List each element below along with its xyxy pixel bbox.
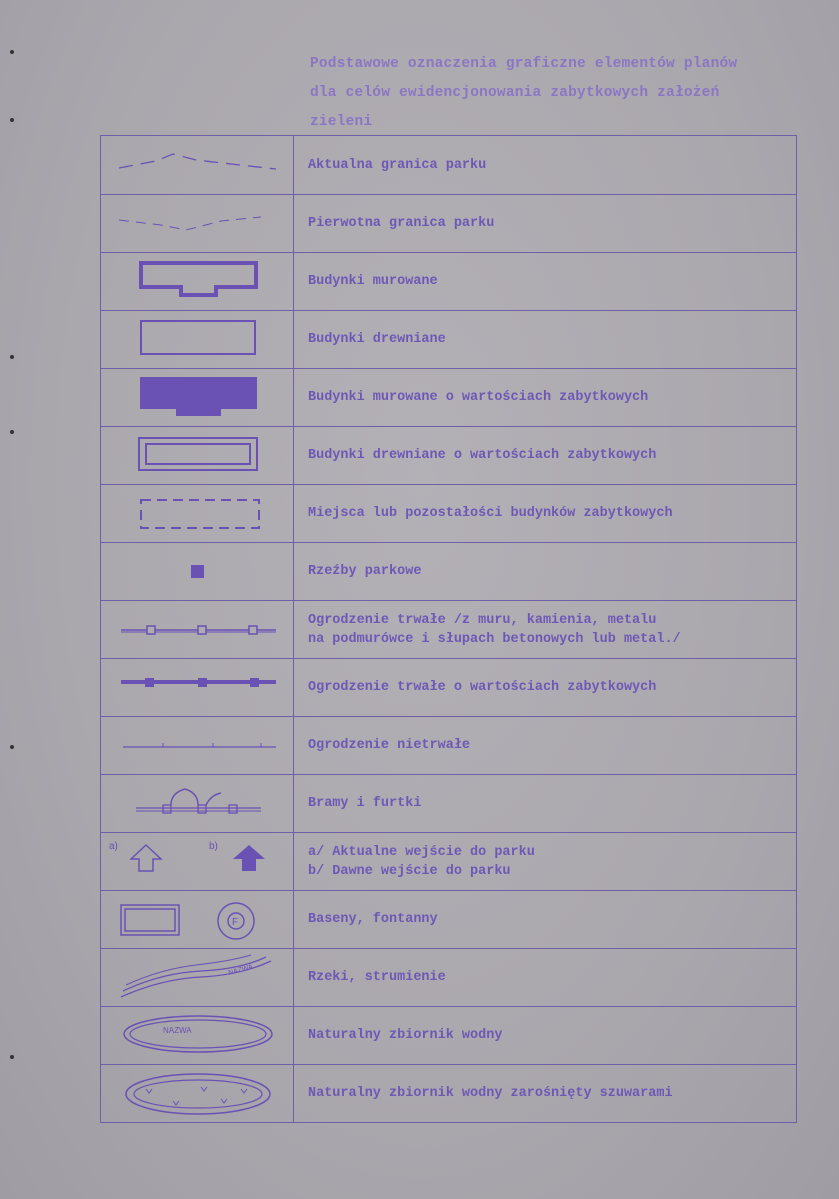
symbol-cell <box>101 311 294 368</box>
symbol-cell <box>101 659 294 716</box>
legend-row <box>101 136 796 195</box>
symbol-description: Naturalny zbiornik wodny zarośnięty szuwarami <box>308 1086 673 1101</box>
symbol-cell <box>101 601 294 658</box>
entrance-arrows-icon <box>101 833 293 890</box>
symbol-description: Ogrodzenie trwałe /z muru, kamienia, metalu na podmurówce i słupach betonowych lub metal./ <box>308 612 681 647</box>
legend-row <box>101 195 796 253</box>
masonry-building-icon <box>101 253 293 310</box>
svg-text:F: F <box>232 917 239 928</box>
symbol-cell <box>101 833 294 890</box>
symbol-description: Budynki murowane <box>308 274 438 289</box>
document-title: Podstawowe oznaczenia graficzne elementów planów dla celów ewidencjonowania zabytkowych założeń zieleni <box>310 56 738 130</box>
legend-row <box>101 949 796 1007</box>
legend-row <box>101 253 796 311</box>
svg-text:NAZWA: NAZWA <box>163 1026 192 1035</box>
pool-fountain-icon <box>101 891 293 948</box>
symbol-description: Ogrodzenie trwałe o wartościach zabytkowych <box>308 680 657 695</box>
symbol-description: Budynki murowane o wartościach zabytkowych <box>308 390 649 405</box>
wooden-building-icon <box>101 311 293 368</box>
svg-text:a): a) <box>109 841 118 852</box>
symbol-description: Baseny, fontanny <box>308 912 438 927</box>
historic-fence-icon <box>101 659 293 716</box>
legend-row <box>101 369 796 427</box>
symbol-description: a/ Aktualne wejście do parku b/ Dawne wejście do parku <box>308 844 535 879</box>
permanent-fence-icon <box>101 601 293 658</box>
legend-table <box>100 135 797 1123</box>
symbol-cell <box>101 949 294 1006</box>
symbol-cell <box>101 427 294 484</box>
punch-hole <box>10 1055 14 1059</box>
dashed-boundary-original-icon <box>101 195 293 252</box>
symbol-cell <box>101 195 294 252</box>
symbol-cell <box>101 485 294 542</box>
legend-row <box>101 833 796 891</box>
gate-icon <box>101 775 293 832</box>
overgrown-pond-icon <box>101 1065 293 1122</box>
legend-row <box>101 659 796 717</box>
symbol-cell <box>101 775 294 832</box>
symbol-description: Rzeźby parkowe <box>308 564 422 579</box>
svg-text:b): b) <box>209 841 218 852</box>
punch-hole <box>10 50 14 54</box>
symbol-cell <box>101 891 294 948</box>
legend-row <box>101 775 796 833</box>
historic-wooden-building-icon <box>101 427 293 484</box>
symbol-cell <box>101 136 294 194</box>
symbol-description: Bramy i furtki <box>308 796 422 811</box>
symbol-description: Naturalny zbiornik wodny <box>308 1028 503 1043</box>
symbol-cell <box>101 1007 294 1064</box>
sculpture-icon <box>101 543 293 600</box>
legend-row <box>101 1007 796 1065</box>
symbol-cell <box>101 1065 294 1122</box>
legend-row <box>101 311 796 369</box>
river-icon <box>101 949 293 1006</box>
building-remains-icon <box>101 485 293 542</box>
symbol-cell <box>101 253 294 310</box>
legend-row <box>101 485 796 543</box>
legend-row <box>101 543 796 601</box>
pond-icon <box>101 1007 293 1064</box>
temporary-fence-icon <box>101 717 293 774</box>
legend-row <box>101 717 796 775</box>
symbol-description: Budynki drewniane o wartościach zabytkowych <box>308 448 657 463</box>
svg-text:NAZWA: NAZWA <box>227 963 254 977</box>
symbol-description: Pierwotna granica parku <box>308 216 495 231</box>
symbol-cell <box>101 369 294 426</box>
punch-hole <box>10 118 14 122</box>
punch-hole <box>10 430 14 434</box>
symbol-description: Ogrodzenie nietrwałe <box>308 738 471 753</box>
symbol-description: Rzeki, strumienie <box>308 970 446 985</box>
legend-row <box>101 601 796 659</box>
symbol-cell <box>101 717 294 774</box>
punch-hole <box>10 355 14 359</box>
historic-masonry-building-icon <box>101 369 293 426</box>
legend-row <box>101 427 796 485</box>
dashed-boundary-current-icon <box>101 136 293 193</box>
legend-row <box>101 1065 796 1123</box>
punch-hole <box>10 745 14 749</box>
legend-row <box>101 891 796 949</box>
symbol-description: Budynki drewniane <box>308 332 446 347</box>
symbol-description: Miejsca lub pozostałości budynków zabytkowych <box>308 506 673 521</box>
symbol-description: Aktualna granica parku <box>308 157 487 173</box>
symbol-cell <box>101 543 294 600</box>
